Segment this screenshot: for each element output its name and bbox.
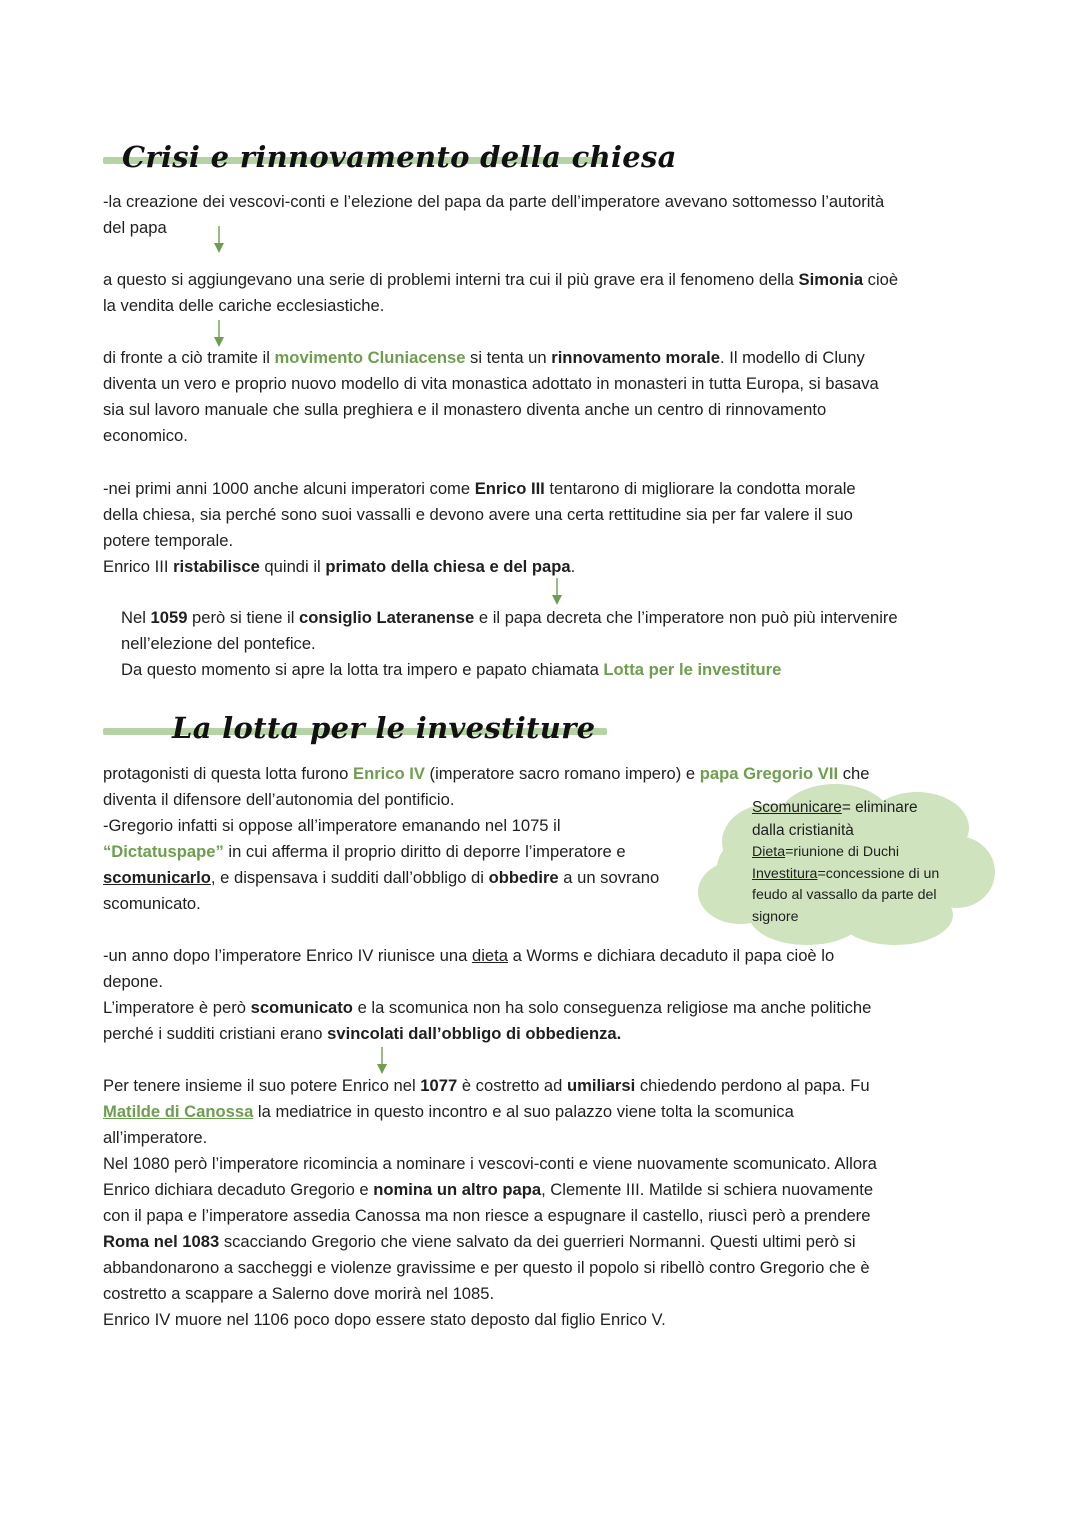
glossary-term-dieta: Dieta (752, 844, 786, 860)
paragraph-enrico-iii: -nei primi anni 1000 anche alcuni imperatori come Enrico III tentarono di migliorare la condotta morale della chiesa, sia perché sono suoi vassalli e devono avere una certa rettitudine sia per far valere il suo potere temporale. Enrico III ristabilisce quindi il primato della chiesa e del papa. (103, 479, 856, 576)
paragraph-canossa: Per tenere insieme il suo potere Enrico nel 1077 è costretto ad umiliarsi chiedendo perdono al papa. Fu Matilde di Canossa la mediatrice in questo incontro e al suo palazzo viene tolta la scomunica all’imperatore. Nel 1080 però l’imperatore ricomincia a nominare i vescovi-conti e viene nuovamente scomunicato. Allora Enrico dichiara decaduto Gregorio e nomina un altro papa, Clemente III. Matilde si schiera nuovamente con il papa e l’imperatore assedia Canossa ma non riesce a espugnare il castello, riuscì però a prendere Roma nel 1083 scacciando Gregorio che viene salvato da dei guerrieri Normanni. Questi ultimi però si abbandonarono a saccheggi e violenze gravissime e per questo il popolo si ribellò contro Gregorio che è costretto a scappare a Salerno dove morirà nel 1085. Enrico IV muore nel 1106 poco dopo essere stato deposto dal figlio Enrico V. (103, 1076, 877, 1329)
arrow-down-icon (212, 226, 226, 254)
paragraph-simonia: a questo si aggiungevano una serie di problemi interni tra cui il più grave era il fenomeno della Simonia cioè la vendita delle cariche ecclesiastiche. (103, 270, 899, 315)
glossary-term-investitura: Investitura (752, 865, 818, 882)
paragraph-cluny: di fronte a ciò tramite il movimento Cluniacense si tenta un rinnovamento morale. Il modello di Cluny diventa un vero e proprio nuovo modello di vita monastica adottato in monasteri in tutta Europa, si basava sia sul lavoro manuale che sulla preghiera e il monastero diventa anche un centro di rinnovamento economico. (103, 348, 879, 445)
section-heading-lotta: La lotta per le investiture (172, 711, 596, 745)
paragraph-lateranense: Nel 1059 però si tiene il consiglio Lateranense e il papa decreta che l’imperatore non può più intervenire nell’elezione del pontefice. Da questo momento si apre la lotta tra impero e papato chiamata Lotta per le investiture (121, 608, 898, 679)
paragraph-protagonisti: protagonisti di questa lotta furono Enrico IV (imperatore sacro romano impero) e papa Gregorio VII che diventa il difensore dell’autonomia del pontificio. -Gregorio infatti si oppose all’imperatore emanando nel 1075 il “Dictatuspape” in cui afferma il proprio diritto di deporre l’imperatore e scomunicarlo, e dispensava i sudditi dall’obbligo di obbedire a un sovrano scomunicato. (103, 764, 870, 913)
arrow-down-icon (212, 320, 226, 348)
paragraph-vescovi-conti: -la creazione dei vescovi-conti e l’elezione del papa da parte dell’imperatore avevano sottomesso l’autorità del papa (103, 192, 885, 237)
glossary-text: Scomunicare= eliminare dalla cristianità Dieta=riunione di Duchi Investitura=concessione di un feudo al vassallo da parte del signore (752, 799, 940, 925)
arrow-down-icon (550, 578, 564, 606)
section-heading-crisi: Crisi e rinnovamento della chiesa (122, 140, 677, 174)
glossary-term-scomunicare: Scomunicare (752, 799, 842, 816)
arrow-down-icon (375, 1047, 389, 1075)
paragraph-worms: -un anno dopo l’imperatore Enrico IV riunisce una dieta a Worms e dichiara decaduto il papa cioè lo depone. L’imperatore è però scomunicato e la scomunica non ha solo conseguenza religiose ma anche politiche perché i sudditi cristiani erano svincolati dall’obbligo di obbedienza. (103, 946, 872, 1043)
